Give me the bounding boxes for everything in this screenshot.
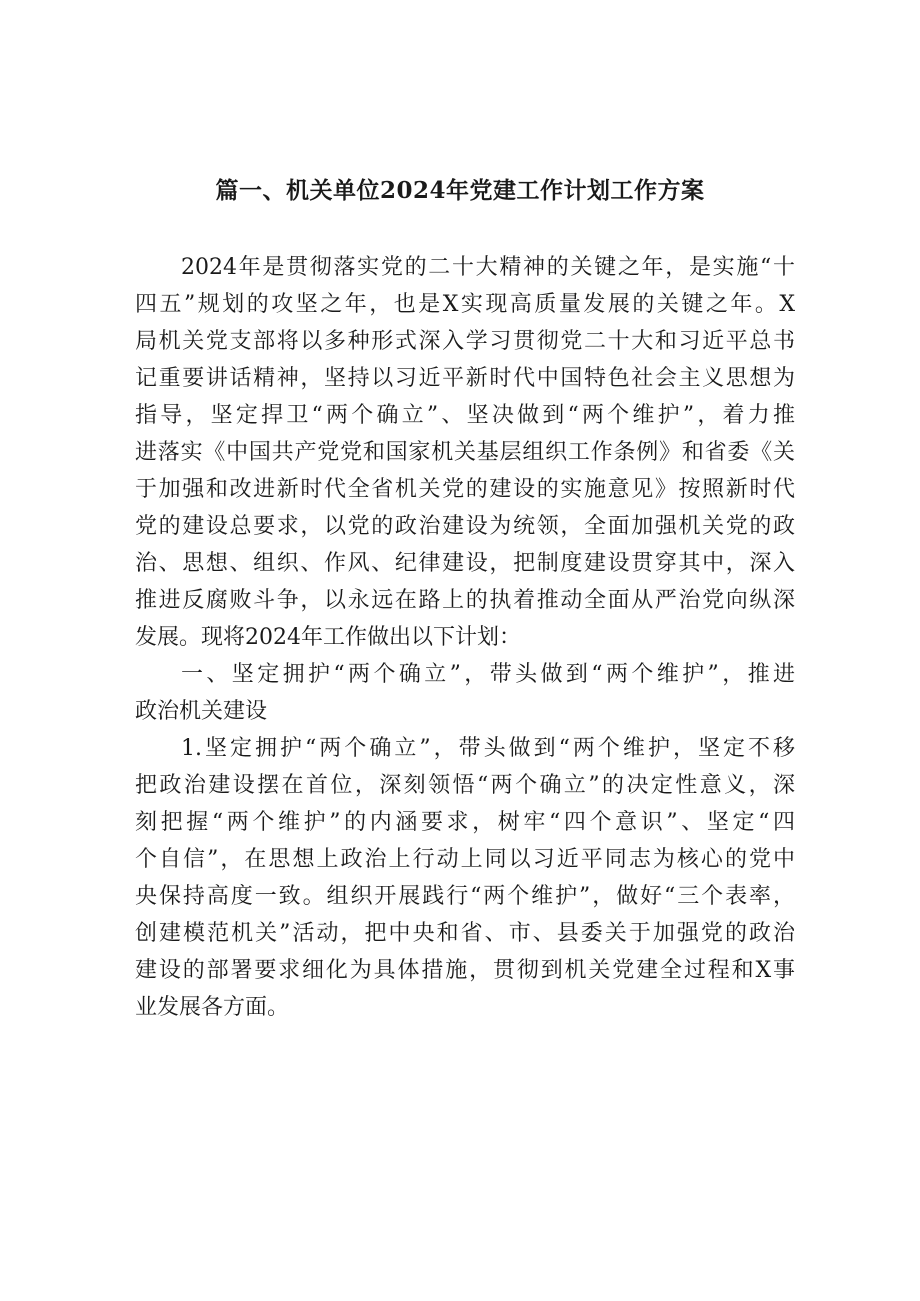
paragraph-line: 于加强和改进新时代全省机关党的建设的实施意见》按照新时代 [135, 477, 795, 502]
paragraph-line: 推进反腐败斗争，以永远在路上的执着推动全面从严治党向纵深 [135, 588, 795, 613]
paragraph-line: 局机关党支部将以多种形式深入学习贯彻党二十大和习近平总书 [135, 329, 795, 354]
item-line: 1.坚定拥护“两个确立”，带头做到“两个维护，坚定不移 [181, 736, 795, 761]
item-line: 把政治建设摆在首位，深刻领悟“两个确立”的决定性意义，深 [135, 773, 795, 798]
paragraph-line: 治、思想、组织、作风、纪律建设，把制度建设贯穿其中，深入 [135, 551, 795, 576]
item-line: 业发展各方面。 [135, 995, 290, 1020]
item-line: 央保持高度一致。组织开展践行“两个维护”，做好“三个表率， [135, 884, 795, 909]
section-heading-line: 一、坚定拥护“两个确立”，带头做到“两个维护”，推进 [181, 662, 795, 687]
item-line: 刻把握“两个维护”的内涵要求，树牢“四个意识”、坚定“四 [135, 810, 795, 835]
paragraph-line: 指导，坚定捍卫“两个确立”、坚决做到“两个维护”，着力推 [135, 403, 795, 428]
paragraph-line: 发展。现将2024年工作做出以下计划： [135, 625, 521, 650]
paragraph-line: 进落实《中国共产党党和国家机关基层组织工作条例》和省委《关 [135, 440, 795, 465]
paragraph-line: 党的建设总要求，以党的政治建设为统领，全面加强机关党的政 [135, 514, 795, 539]
item-line: 个自信”，在思想上政治上行动上同以习近平同志为核心的党中 [135, 847, 795, 872]
item-line: 建设的部署要求细化为具体措施，贯彻到机关党建全过程和X事 [135, 958, 795, 983]
item-line: 创建模范机关”活动，把中央和省、市、县委关于加强党的政治 [135, 921, 795, 946]
document-title: 篇一、机关单位2024年党建工作计划工作方案 [215, 177, 705, 204]
paragraph-line: 四五”规划的攻坚之年，也是X实现高质量发展的关键之年。X [135, 292, 795, 317]
section-heading-line: 政治机关建设 [135, 699, 268, 724]
paragraph-line: 2024年是贯彻落实党的二十大精神的关键之年，是实施“十 [181, 255, 795, 280]
paragraph-line: 记重要讲话精神，坚持以习近平新时代中国特色社会主义思想为 [135, 366, 795, 391]
